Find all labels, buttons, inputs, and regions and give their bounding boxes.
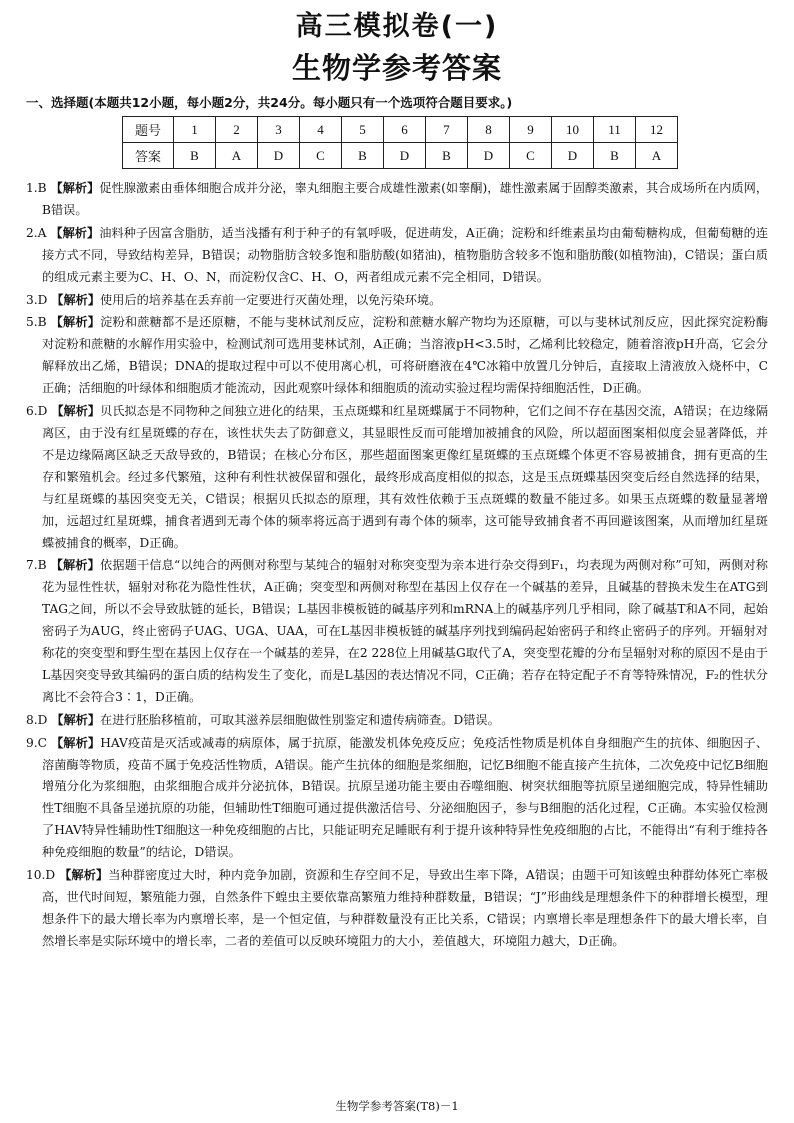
analysis-tag: 【解析】 <box>50 225 100 240</box>
answer-cell: C <box>510 143 552 169</box>
explanation-item <box>26 401 768 554</box>
question-number-cell: 6 <box>384 117 426 143</box>
answer-cell: D <box>258 143 300 169</box>
question-number-row <box>123 117 678 143</box>
analysis-text: 油料种子因富含脂肪，适当浅播有利于种子的有氧呼吸，促进萌发，A正确；淀粉和纤维素虽均由葡萄糖构成，但葡萄糖的连接方式不同，导致结构差异，B错误；动物脂肪含较多饱和脂肪酸(如猪油)，植物脂肪含较多不饱和脂肪酸(如植物油)，C错误；蛋白质的组成元素主要为C、H、O、N，而淀粉仅含C、H、O，两者组成元素不完全相同，D错误。 <box>42 225 769 284</box>
item-number: 1.B <box>26 181 47 195</box>
explanation-item <box>26 290 768 312</box>
analysis-tag: 【解析】 <box>50 181 100 195</box>
item-number: 10.D <box>26 868 56 883</box>
item-number: 2.A <box>26 225 47 240</box>
question-number-cell: 1 <box>174 117 216 143</box>
answer-row <box>123 143 678 169</box>
answer-table <box>122 116 678 169</box>
question-number-cell: 2 <box>216 117 258 143</box>
analysis-text: 淀粉和蔗糖都不是还原糖，不能与斐林试剂反应，淀粉和蔗糖水解产物均为还原糖，可以与斐林试剂反应，因此探究淀粉酶对淀粉和蔗糖的水解作用实验中，检测试剂可选用斐林试剂，A正确；当溶液pH<3.5时，乙烯利比较稳定，随着溶液pH升高，它会分解释放出乙烯，B错误；DNA的提取过程中可以不使用离心机，可将研磨液在4℃冰箱中放置几分钟后，直接取上清液放入烧杯中，C正确；活细胞的叶绿体和细胞质才能流动，因此观察叶绿体和细胞质的流动实验过程均需保持细胞活性，D正确。 <box>42 315 769 396</box>
answer-cell: D <box>384 143 426 169</box>
item-number: 8.D <box>26 712 48 727</box>
answer-cell: A <box>636 143 678 169</box>
question-number-cell: 9 <box>510 117 552 143</box>
item-number: 5.B <box>26 315 47 330</box>
answer-cell: B <box>342 143 384 169</box>
explanation-list <box>26 178 768 954</box>
question-number-cell: 4 <box>300 117 342 143</box>
item-number: 3.D <box>26 292 48 307</box>
question-number-cell: 10 <box>552 117 594 143</box>
analysis-text: 促性腺激素由垂体细胞合成并分泌，睾丸细胞主要合成雄性激素(如睾酮)，雄性激素属于固醇类激素，其合成场所在内质网，B错误。 <box>42 181 769 217</box>
analysis-text: 使用后的培养基在丢弃前一定要进行灭菌处理，以免污染环境。 <box>100 292 442 307</box>
question-number-cell: 11 <box>594 117 636 143</box>
section-heading: 一、选择题(本题共12小题，每小题2分，共24分。每小题只有一个选项符合题目要求。) <box>26 95 513 110</box>
answer-cell: B <box>426 143 468 169</box>
question-number-cell: 7 <box>426 117 468 143</box>
explanation-item <box>26 555 768 708</box>
question-number-cell: 3 <box>258 117 300 143</box>
analysis-text: HAV疫苗是灭活或减毒的病原体，属于抗原，能激发机体免疫反应；免疫活性物质是机体自身细胞产生的抗体、细胞因子、溶菌酶等物质，疫苗不属于免疫活性物质，A错误。能产生抗体的细胞是浆细胞，记忆B细胞不能直接产生抗体，二次免疫中记忆B细胞增殖分化为浆细胞，由浆细胞合成并分泌抗体，B错误。抗原呈递功能主要由吞噬细胞、树突状细胞等抗原呈递细胞完成，特异性辅助性T细胞不具备呈递抗原的功能，但辅助性T细胞可通过提供激活信号、分泌细胞因子，参与B细胞的活化过程，C正确。本实验仅检测了HAV特异性辅助性T细胞这一种免疫细胞的占比，只能证明充足睡眠有利于提升该种特异性免疫细胞的占比，不能得出“有利于维持各种免疫细胞的数量”的结论，D错误。 <box>42 735 769 860</box>
page-subtitle: 生物学参考答案 <box>291 51 502 85</box>
explanation-item <box>26 178 768 222</box>
question-number-cell: 5 <box>342 117 384 143</box>
page-footer: 生物学参考答案(T8)－1 <box>335 1099 459 1113</box>
analysis-tag: 【解析】 <box>51 404 101 419</box>
explanation-item <box>26 733 768 864</box>
analysis-text: 依据题干信息“以纯合的两侧对称型与某纯合的辐射对称突变型为亲本进行杂交得到F₁，均表现为两侧对称”可知，两侧对称花为显性性状，辐射对称花为隐性性状，A正确；突变型和两侧对称型在基因上仅存在一个碱基的差异，且碱基的替换未发生在ATG到TAG之间，所以不会导致肽链的延长，B错误；L基因非模板链的碱基序列和mRNA上的碱基序列几乎相同，除了碱基T和A不同，起始密码子为AUG，终止密码子UAG、UGA、UAA，可在L基因非模板链的碱基序列找到编码起始密码子和终止密码子的序列。开辐射对称花的突变型和野生型在基因上仅存在一个碱基的差异，在2 228位上用碱基G取代了A，突变型花瓣的分布呈辐射对称的原因不是由于L基因突变导致其编码的蛋白质的结构发生了变化，而是L基因的表达情况不同，C正确；若存在特定配子不育等特殊情况，F₂的性状分离比不会符合3∶1，D正确。 <box>42 558 768 704</box>
answer-cell: D <box>468 143 510 169</box>
analysis-text: 贝氏拟态是不同物种之间独立进化的结果，玉点斑蝶和红星斑蝶属于不同物种，它们之间不存在基因交流，A错误；在边缘隔离区，由于没有红星斑蝶的存在，该性状失去了防御意义，其显眼性反而可能增加被捕食的风险，所以超面图案相似度会显著降低，并不是边缘隔离区缺乏天敌导致的，B错误；在核心分布区，那些超面图案更像红星斑蝶的玉点斑蝶个体更不容易被捕食，拥有更高的生存和繁殖机会。经过多代繁殖，这种有利性状被保留和强化，最终形成高度相似的拟态，这是玉点斑蝶基因突变后经自然选择的结果，与红星斑蝶的基因突变无关，C错误；根据贝氏拟态的原理，其有效性依赖于玉点斑蝶的数量不能过多。如果玉点斑蝶的数量显著增加，远超过红星斑蝶，捕食者遇到无毒个体的频率将远高于遇到有毒个体的频率，这可能导致捕食者不再回避该图案，从而增加红星斑蝶被捕食的概率，D正确。 <box>42 404 769 550</box>
analysis-tag: 【解析】 <box>51 712 101 727</box>
item-number: 9.C <box>26 735 47 750</box>
analysis-text: 当种群密度过大时，种内竞争加剧，资源和生存空间不足，导致出生率下降，A错误；由题干可知该蝗虫种群幼体死亡率极高，世代时间短，繁殖能力强，自然条件下蝗虫主要依靠高繁殖力维持种群数量，B错误；“J”形曲线是理想条件下的种群增长模型，理想条件下的最大增长率为内禀增长率，是一个恒定值，与种群数量没有正比关系，C错误；内禀增长率是理想条件下的最大增长率，自然增长率是实际环境中的增长率，二者的差值可以反映环境阻力的大小，差值越大，环境阻力越大，D正确。 <box>42 868 769 948</box>
question-number-cell: 12 <box>636 117 678 143</box>
answer-cell: C <box>300 143 342 169</box>
analysis-text: 在进行胚胎移植前，可取其滋养层细胞做性别鉴定和遗传病筛查。D错误。 <box>100 712 500 727</box>
row-label-number: 题号 <box>123 117 174 143</box>
analysis-tag: 【解析】 <box>50 735 101 750</box>
question-number-cell: 8 <box>468 117 510 143</box>
explanation-item <box>26 710 768 732</box>
answer-cell: D <box>552 143 594 169</box>
explanation-item <box>26 312 768 400</box>
item-number: 7.B <box>26 558 47 573</box>
analysis-tag: 【解析】 <box>51 292 101 307</box>
answer-cell: B <box>174 143 216 169</box>
item-number: 6.D <box>26 404 48 419</box>
explanation-item <box>26 223 768 289</box>
analysis-tag: 【解析】 <box>50 558 100 573</box>
row-label-answer: 答案 <box>123 143 174 169</box>
answer-cell: A <box>216 143 258 169</box>
analysis-tag: 【解析】 <box>50 315 101 330</box>
page-title: 高三模拟卷(一) <box>295 11 499 42</box>
answer-cell: B <box>594 143 636 169</box>
explanation-item <box>26 865 768 953</box>
analysis-tag: 【解析】 <box>59 868 109 883</box>
